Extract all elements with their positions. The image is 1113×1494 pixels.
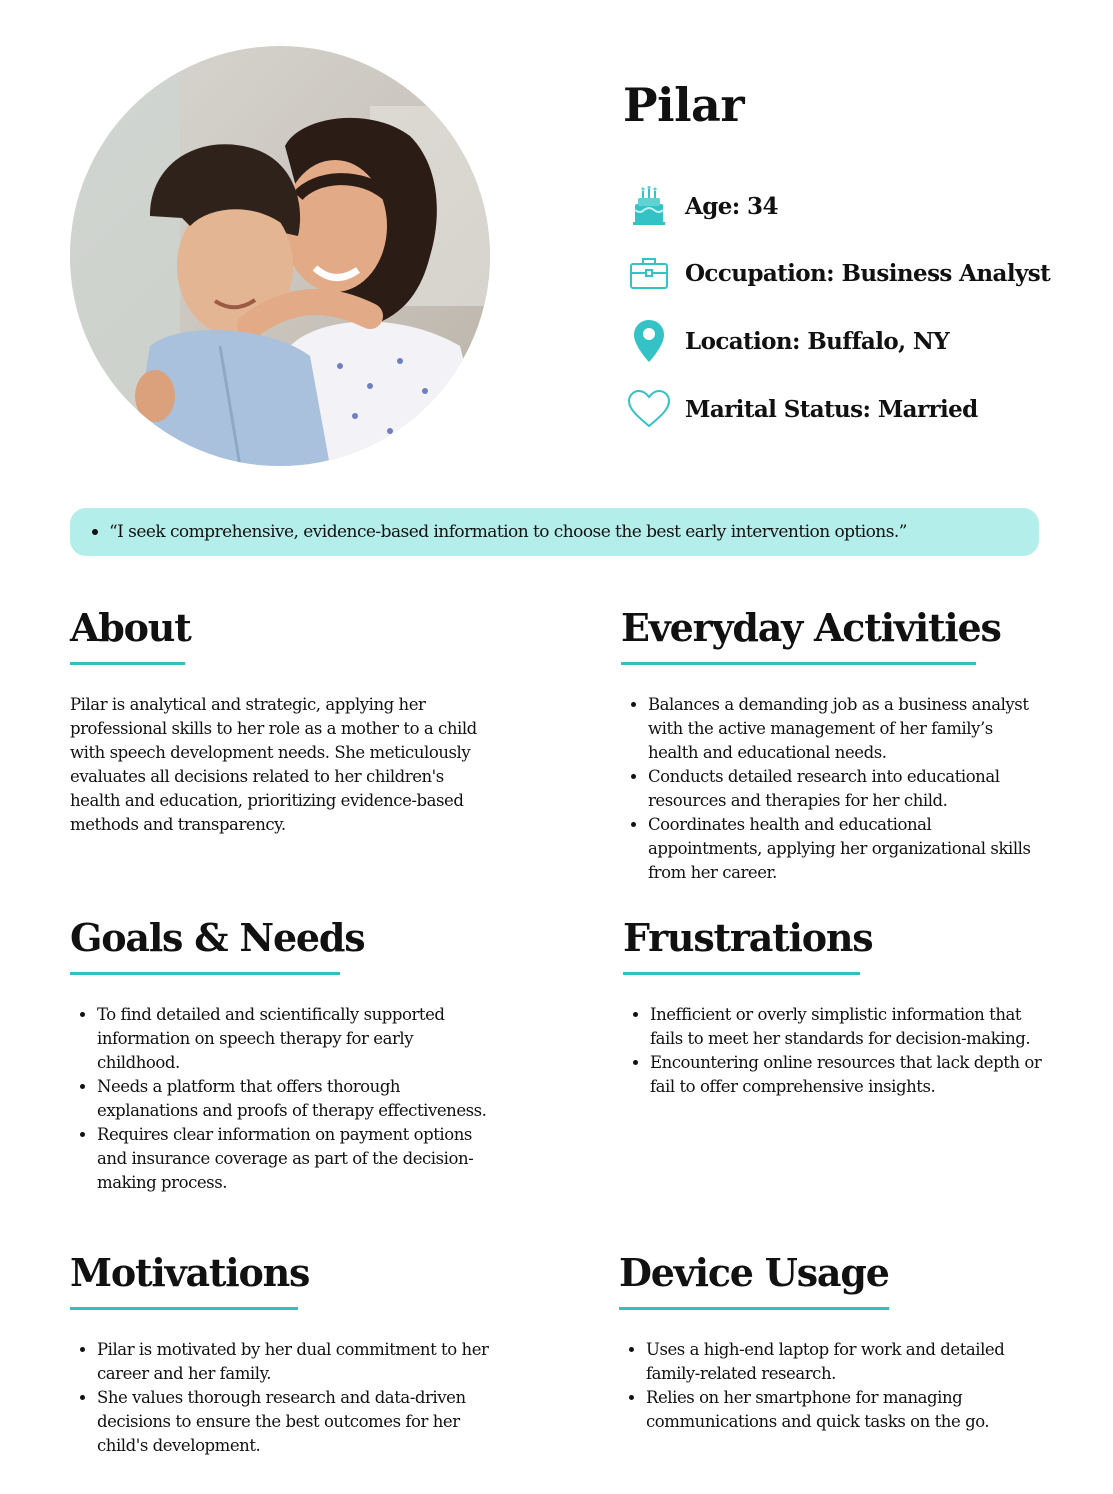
list-item: • To find detailed and scientifically supported information on speech therapy for early childhood. (97, 1003, 490, 1075)
list-item: • Conducts detailed research into educational resources and therapies for her child. (648, 765, 1046, 813)
info-marital-status (625, 384, 978, 434)
section-underline (70, 972, 340, 975)
list-item: • She values thorough research and data-driven decisions to ensure the best outcomes for her child's development. (97, 1386, 490, 1458)
section-underline (70, 662, 185, 665)
everyday-activities-section (621, 603, 1046, 885)
occupation-label: Occupation: Business Analyst (685, 259, 1051, 287)
cake-icon (625, 182, 673, 230)
device-usage-section (619, 1248, 1044, 1434)
section-title: Device Usage (619, 1250, 889, 1295)
about-section (70, 603, 490, 837)
list-item: • Uses a high-end laptop for work and detailed family-related research. (646, 1338, 1044, 1386)
list-item: • Balances a demanding job as a business analyst with the active management of her family’s health and educational needs. (648, 693, 1046, 765)
list-item: • Encountering online resources that lack depth or fail to offer comprehensive insights. (650, 1051, 1048, 1099)
mother-child-illustration (70, 46, 490, 466)
list-item: • Pilar is motivated by her dual commitment to her career and her family. (97, 1338, 490, 1386)
persona-quote (70, 508, 1039, 556)
section-underline (70, 1307, 298, 1310)
section-title: Goals & Needs (70, 915, 365, 960)
frustrations-list (623, 1003, 1048, 1099)
profile-photo (70, 46, 490, 466)
list-item: • Coordinates health and educational appointments, applying her organizational skills from her career. (648, 813, 1046, 885)
marital-status-label: Marital Status: Married (685, 395, 978, 423)
briefcase-icon (625, 249, 673, 297)
list-item: • Relies on her smartphone for managing communications and quick tasks on the go. (646, 1386, 1044, 1434)
location-label: Location: Buffalo, NY (685, 327, 950, 355)
section-title: Frustrations (623, 915, 873, 960)
list-item: • Requires clear information on payment options and insurance coverage as part of the decision-making process. (97, 1123, 490, 1195)
section-underline (619, 1307, 889, 1310)
about-text: Pilar is analytical and strategic, applying her professional skills to her role as a mother to a child with speech development needs. She meticulously evaluates all decisions related to her children's health and education, prioritizing evidence-based methods and transparency. (70, 695, 477, 834)
location-pin-icon (625, 317, 673, 365)
info-age (625, 181, 778, 231)
age-label: Age: 34 (685, 192, 778, 220)
section-title: About (70, 605, 191, 650)
section-underline (623, 972, 860, 975)
goals-needs-list (70, 1003, 490, 1195)
info-location (625, 316, 949, 366)
section-underline (621, 662, 976, 665)
list-item: • Inefficient or overly simplistic information that fails to meet her standards for decision-making. (650, 1003, 1048, 1051)
goals-needs-section (70, 913, 490, 1195)
persona-name: Pilar (623, 78, 745, 132)
section-title: Everyday Activities (621, 605, 1001, 650)
heart-icon (625, 385, 673, 433)
list-item: • Needs a platform that offers thorough explanations and proofs of therapy effectiveness. (97, 1075, 490, 1123)
everyday-activities-list (621, 693, 1046, 885)
motivations-list (70, 1338, 490, 1458)
section-title: Motivations (70, 1250, 310, 1295)
device-usage-list (619, 1338, 1044, 1434)
motivations-section (70, 1248, 490, 1458)
quote-text: “I seek comprehensive, evidence-based information to choose the best early intervention options.” (109, 522, 907, 542)
frustrations-section (623, 913, 1048, 1099)
bullet-icon (92, 529, 98, 535)
info-occupation (625, 248, 1050, 298)
